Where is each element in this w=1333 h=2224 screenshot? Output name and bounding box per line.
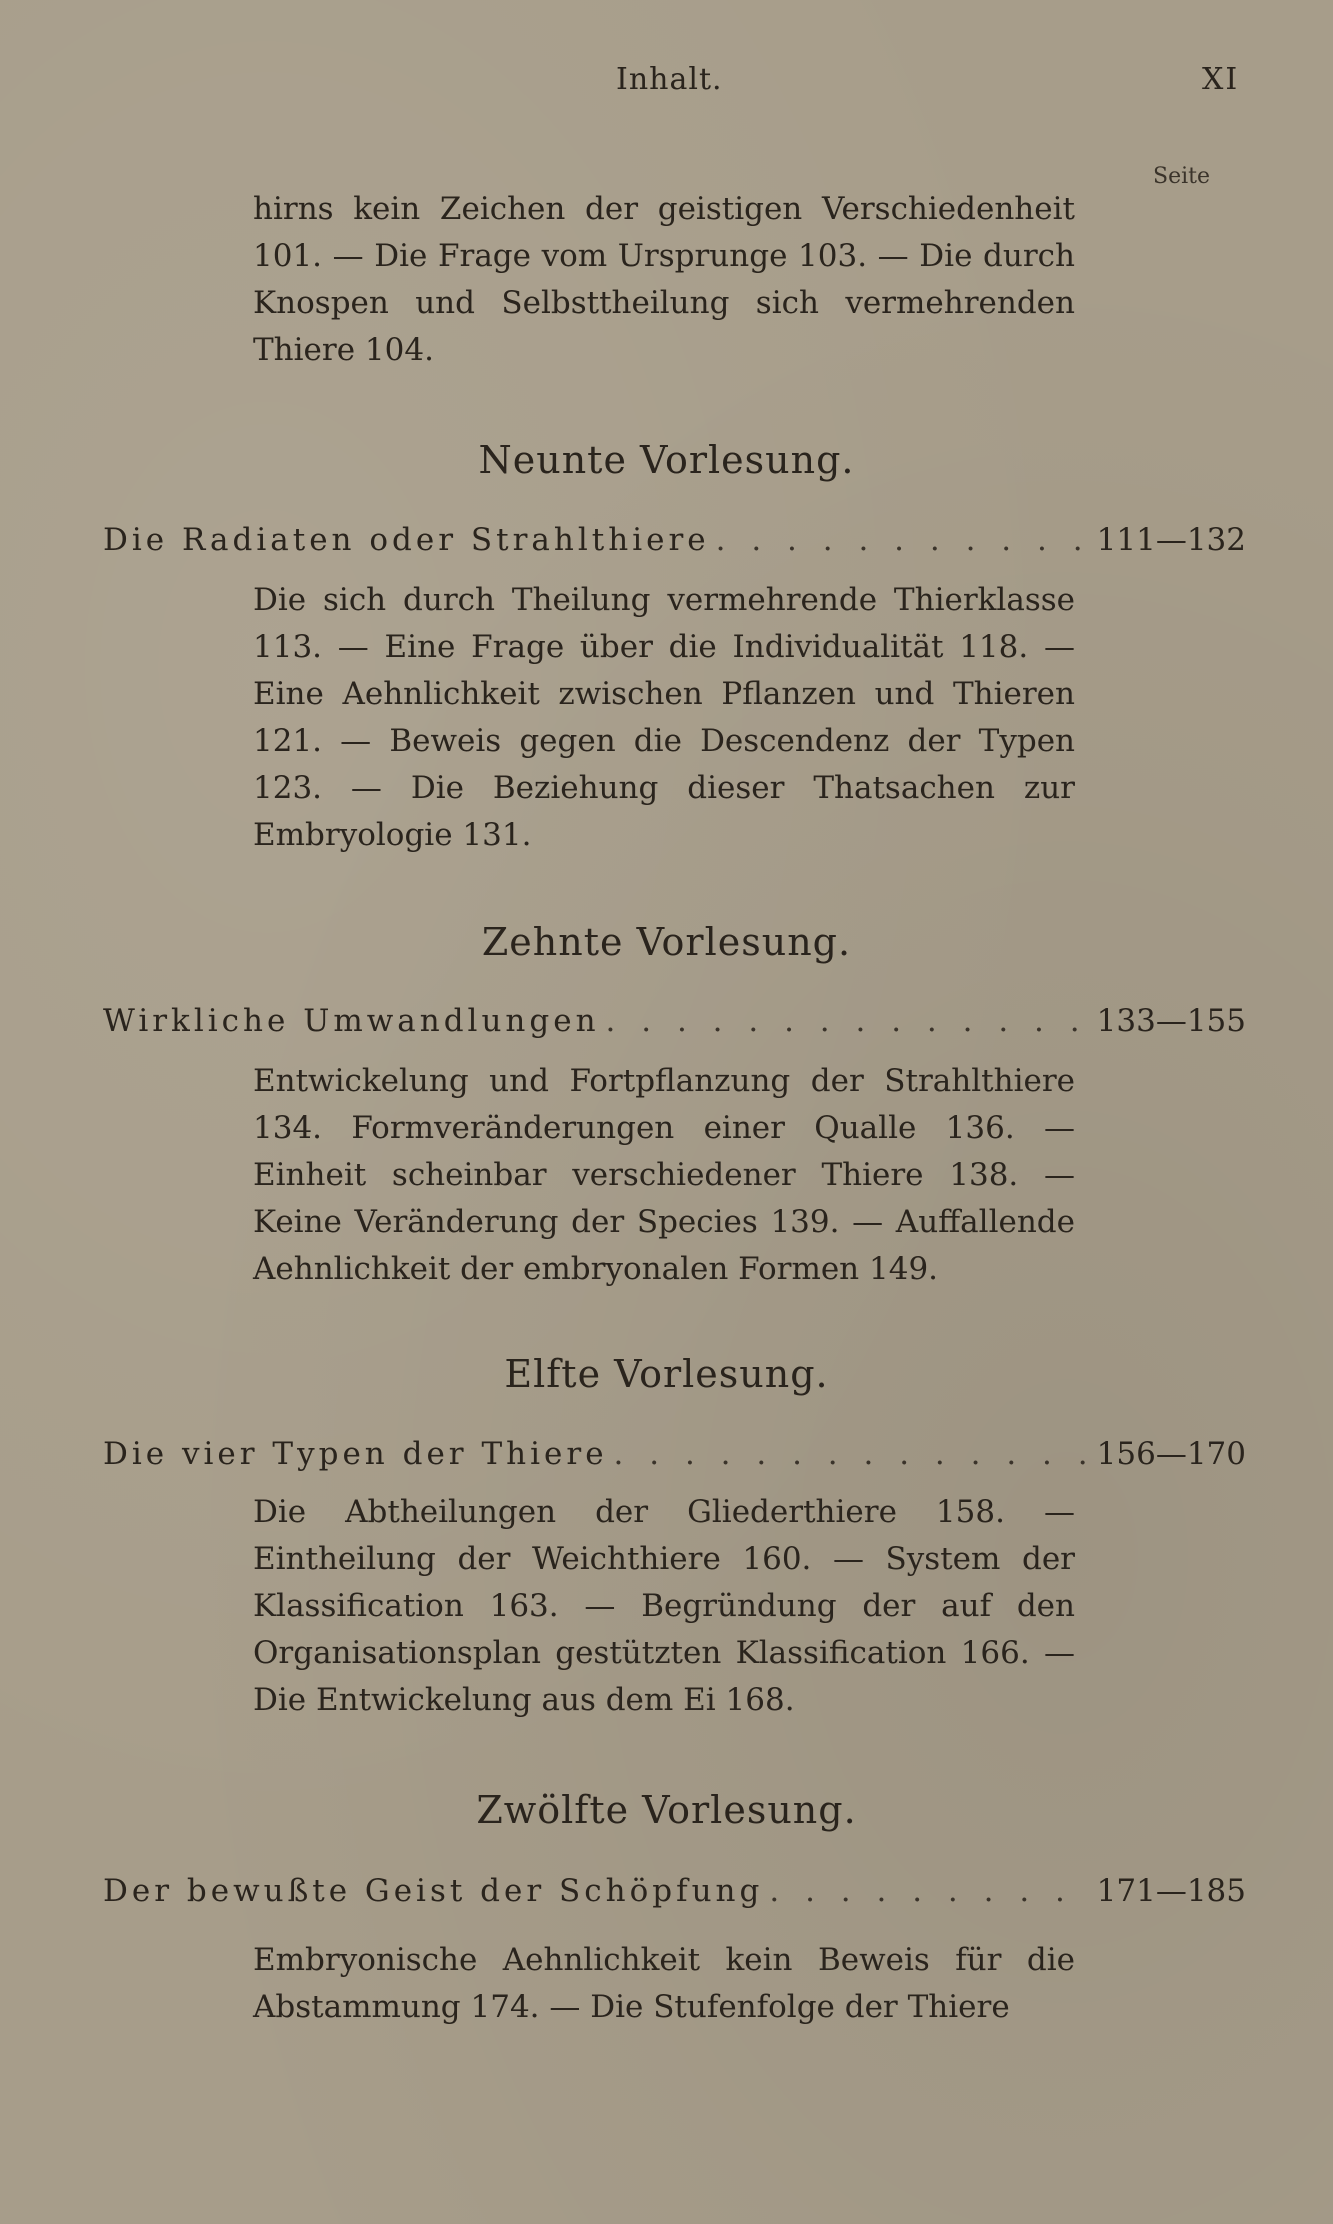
toc-entry-pages: 111—132	[1096, 522, 1246, 558]
lecture-heading-10: Zehnte Vorlesung.	[481, 920, 852, 964]
page-number: XI	[1202, 62, 1240, 97]
toc-entry-11	[103, 1436, 1246, 1482]
lecture-heading-12: Zwölfte Vorlesung.	[476, 1788, 857, 1832]
toc-entry-title: Die vier Typen der Thiere	[103, 1436, 608, 1472]
toc-entry-title: Die Radiaten oder Strahlthiere	[103, 522, 710, 558]
lecture-heading-9: Neunte Vorlesung.	[478, 438, 855, 482]
toc-entry-pages: 156—170	[1096, 1436, 1246, 1472]
lecture-description-9: Die sich durch Theilung vermehrende Thierklasse 113. — Eine Frage über die Individualität 118. — Eine Aehnlichkeit zwischen Pflanzen und Thieren 121. — Beweis gegen die Descendenz der Typen 123. — Die Beziehung dieser Thatsachen zur Embryologie 131.	[253, 582, 1075, 853]
dot-leader	[716, 522, 1086, 558]
dot-leader	[614, 1436, 1086, 1472]
dot-leader	[606, 1003, 1086, 1039]
toc-entry-10	[103, 1003, 1246, 1049]
toc-entry-9	[103, 522, 1246, 568]
toc-entry-title: Wirkliche Umwandlungen	[103, 1003, 600, 1039]
lecture-description-10: Entwickelung und Fortpflanzung der Strahlthiere 134. Formveränderungen einer Qualle 136. — Einheit scheinbar verschiedener Thiere 138. — Keine Veränderung der Species 139. — Auffallende Aehnlichkeit der embryonalen Formen 149.	[253, 1063, 1075, 1287]
toc-entry-title: Der bewußte Geist der Schöpfung	[103, 1873, 764, 1909]
toc-entry-pages: 133—155	[1096, 1003, 1246, 1039]
lecture-description-12: Embryonische Aehnlichkeit kein Beweis für die Abstammung 174. — Die Stufenfolge der Thiere	[253, 1942, 1075, 2025]
toc-entry-12	[103, 1873, 1246, 1919]
dot-leader	[769, 1873, 1086, 1909]
lecture-description-11: Die Abtheilungen der Gliederthiere 158. — Eintheilung der Weichthiere 160. — System der Klassification 163. — Begründung der auf den Organisationsplan gestützten Klassification 166. — Die Entwickelung aus dem Ei 168.	[253, 1494, 1075, 1718]
toc-entry-pages: 171—185	[1096, 1873, 1246, 1909]
running-title: Inhalt.	[616, 62, 723, 97]
seite-column-label: Seite	[1153, 164, 1210, 189]
running-head	[0, 62, 1333, 112]
lecture-heading-11: Elfte Vorlesung.	[504, 1352, 829, 1396]
continuation-description: hirns kein Zeichen der geistigen Verschiedenheit 101. — Die Frage vom Ursprunge 103. — Die durch Knospen und Selbsttheilung sich vermehrenden Thiere 104.	[253, 191, 1075, 368]
